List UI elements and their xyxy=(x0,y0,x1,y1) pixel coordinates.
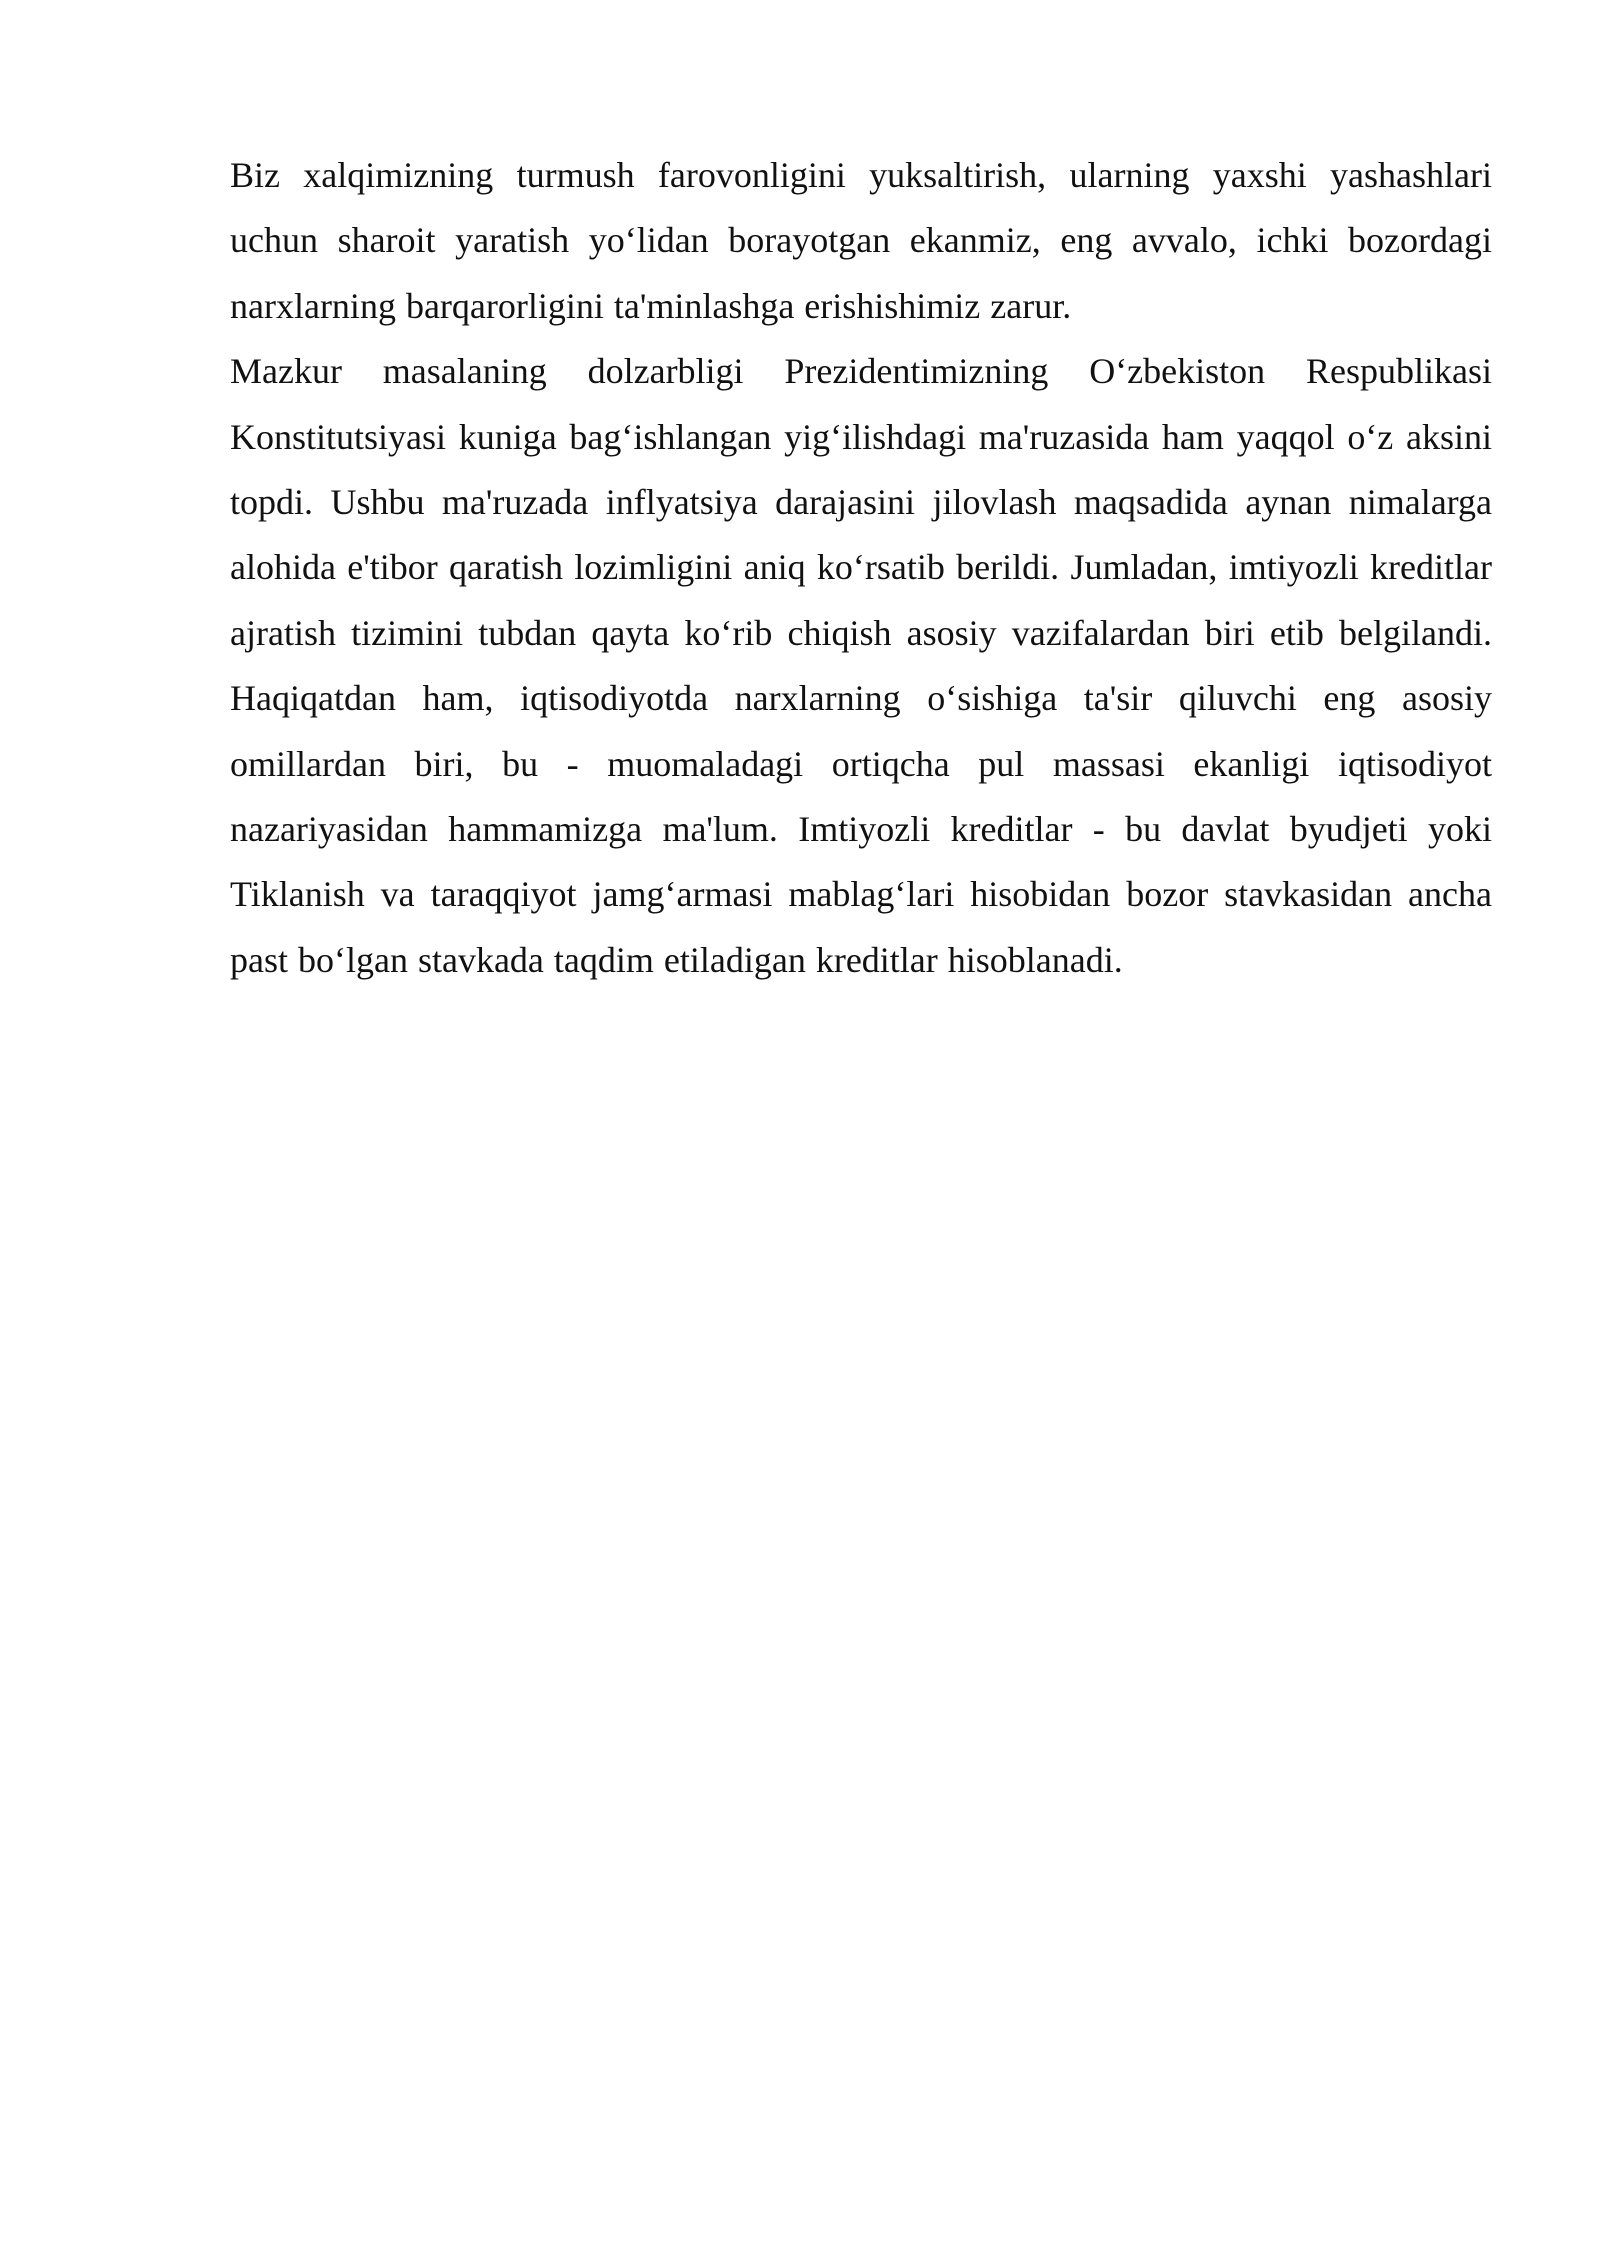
document-body xyxy=(230,143,1492,993)
paragraph-intro: Biz xalqimizning turmush farovonligini yuksaltirish, ularning yaxshi yashashlari uchun sharoit yaratish yo‘lidan borayotgan ekanmiz, eng avvalo, ichki bozordagi narxlarning barqarorligini ta'minlashga erishishimiz zarur. xyxy=(230,155,1492,326)
paragraph-main: Mazkur masalaning dolzarbligi Prezidentimizning O‘zbekiston Respublikasi Konstitutsiyasi kuniga bag‘ishlangan yig‘ilishdagi ma'ruzasida ham yaqqol o‘z aksini topdi. Ushbu ma'ruzada inflyatsiya darajasini jilovlash maqsadida aynan nimalarga alohida e'tibor qaratish lozimligini aniq ko‘rsatib berildi. Jumladan, imtiyozli kreditlar ajratish tizimini tubdan qayta ko‘rib chiqish asosiy vazifalardan biri etib belgilandi. Haqiqatdan ham, iqtisodiyotda narxlarning o‘sishiga ta'sir qiluvchi eng asosiy omillardan biri, bu - muomaladagi ortiqcha pul massasi ekanligi iqtisodiyot nazariyasidan hammamizga ma'lum. Imtiyozli kreditlar - bu davlat byudjeti yoki Tiklanish va taraqqiyot jamg‘armasi mablag‘lari hisobidan bozor stavkasidan ancha past bo‘lgan stavkada taqdim etiladigan kreditlar hisoblanadi. xyxy=(230,351,1492,980)
